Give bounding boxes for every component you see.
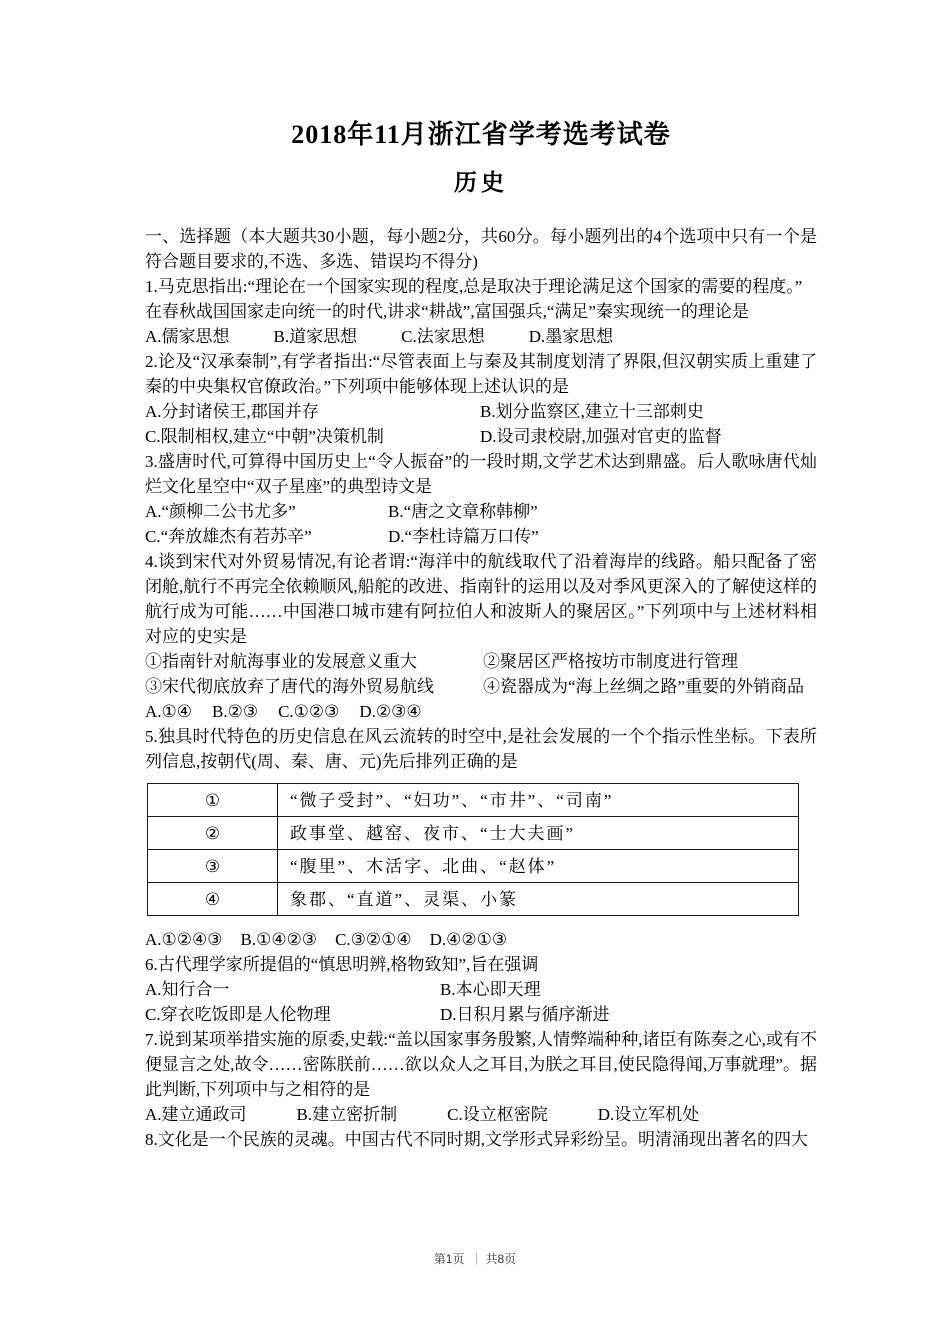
q1-option-b: B.道家思想 bbox=[273, 327, 358, 346]
row-label: ④ bbox=[148, 883, 278, 916]
q1-option-c: C.法家思想 bbox=[401, 327, 485, 346]
exam-title: 2018年11月浙江省学考选考试卷 bbox=[291, 120, 671, 149]
footer-page-number: 第1页 bbox=[433, 1252, 465, 1266]
q3-option-b: B.“唐之文章称韩柳” bbox=[388, 502, 538, 521]
q4-options bbox=[145, 699, 817, 724]
row-content: 政事堂、越窑、夜市、“士大夫画” bbox=[278, 817, 799, 850]
q7-option-b: B.建立密折制 bbox=[296, 1105, 398, 1124]
q1-options bbox=[145, 324, 817, 349]
q1-stem: 1.马克思指出:“理论在一个国家实现的程度,总是取决于理论满足这个国家的需要的程度。” bbox=[145, 277, 803, 296]
q4-statement-4: ④瓷器成为“海上丝绸之路”重要的外销商品 bbox=[483, 677, 805, 696]
row-label: ② bbox=[148, 817, 278, 850]
q5-stem: 5.独具时代特色的历史信息在风云流转的时空中,是社会发展的一个个指示性坐标。下表所列信息,按朝代(周、秦、唐、元)先后排列正确的是 bbox=[145, 727, 817, 771]
q4-statements-12 bbox=[145, 649, 817, 674]
q2-stem: 2.论及“汉承秦制”,有学者指出:“尽管表面上与秦及其制度划清了界限,但汉朝实质上重建了秦的中央集权官僚政治。”下列项中能够体现上述认识的是 bbox=[145, 352, 817, 396]
q4-option-d: D.②③④ bbox=[359, 702, 422, 721]
q5-table bbox=[147, 783, 799, 916]
q4-option-b: B.②③ bbox=[212, 702, 259, 721]
footer-separator: ｜ bbox=[470, 1252, 483, 1266]
row-content: “腹里”、木活字、北曲、“赵体” bbox=[278, 850, 799, 883]
q6-option-c: C.穿衣吃饭即是人伦物理 bbox=[145, 1005, 331, 1024]
q7-stem: 7.说到某项举措实施的原委,史载:“盖以国家事务殷繁,人情弊端种种,诸臣有陈奏之心,或有不便显言之处,故令……密陈朕前……欲以众人之耳目,为朕之耳目,使民隐得闻,万事就理”。据此判断,下列项中与之相符的是 bbox=[145, 1030, 817, 1099]
q7-option-a: A.建立通政司 bbox=[145, 1105, 247, 1124]
q5-option-c: C.③②①④ bbox=[335, 930, 412, 949]
q4-statement-3: ③宋代彻底放弃了唐代的海外贸易航线 bbox=[145, 677, 434, 696]
row-label: ③ bbox=[148, 850, 278, 883]
page-footer bbox=[0, 1250, 950, 1267]
q3-stem: 3.盛唐时代,可算得中国历史上“令人振奋”的一段时期,文学艺术达到鼎盛。后人歌咏唐代灿烂文化星空中“双子星座”的典型诗文是 bbox=[145, 452, 817, 496]
q6-options-ab bbox=[145, 977, 817, 1002]
q4-stem: 4.谈到宋代对外贸易情况,有论者谓:“海洋中的航线取代了沿着海岸的线路。船只配备了密闭舱,航行不再完全依赖顺风,船舵的改进、指南针的运用以及对季风更深入的了解使这样的航行成为可能……中国港口城市建有阿拉伯人和波斯人的聚居区。”下列项中与上述材料相对应的史实是 bbox=[145, 552, 817, 646]
q6-option-b: B.本心即天理 bbox=[440, 980, 541, 999]
footer-total-pages: 共8页 bbox=[485, 1252, 517, 1266]
q5-option-d: D.④②①③ bbox=[429, 930, 508, 949]
q4-statements-34 bbox=[145, 674, 817, 699]
q2-option-b: B.划分监察区,建立十三部刺史 bbox=[480, 402, 704, 421]
row-label: ① bbox=[148, 784, 278, 817]
q6-option-d: D.日积月累与循序渐进 bbox=[440, 1005, 610, 1024]
table-row bbox=[148, 784, 799, 817]
table-row bbox=[148, 850, 799, 883]
q3-options-ab bbox=[145, 499, 817, 524]
q2-options-ab bbox=[145, 399, 817, 424]
q6-stem: 6.古代理学家所提倡的“慎思明辨,格物致知”,旨在强调 bbox=[145, 955, 539, 974]
section-header: 一、选择题（本大题共30小题，每小题2分，共60分。每小题列出的4个选项中只有一个是符合题目要求的,不选、多选、错误均不得分) bbox=[145, 227, 817, 271]
q2-option-c: C.限制相权,建立“中朝”决策机制 bbox=[145, 427, 384, 446]
q1-stem-2: 在春秋战国国家走向统一的时代,讲求“耕战”,富国强兵,“满足”秦实现统一的理论是 bbox=[145, 302, 749, 321]
q2-option-a: A.分封诸侯王,郡国并存 bbox=[145, 402, 319, 421]
q4-option-a: A.①④ bbox=[145, 702, 193, 721]
q5-option-b: B.①④②③ bbox=[240, 930, 318, 949]
q2-option-d: D.设司隶校尉,加强对官吏的监督 bbox=[480, 427, 722, 446]
row-content: “微子受封”、“妇功”、“市井”、“司南” bbox=[278, 784, 799, 817]
document-body bbox=[145, 224, 817, 1152]
q8-stem: 8.文化是一个民族的灵魂。中国古代不同时期,文学形式异彩纷呈。明清涌现出著名的四大 bbox=[145, 1130, 808, 1149]
q3-options-cd bbox=[145, 524, 817, 549]
q1-option-d: D.墨家思想 bbox=[528, 327, 614, 346]
q1-option-a: A.儒家思想 bbox=[145, 327, 230, 346]
q5-option-a: A.①②④③ bbox=[145, 930, 223, 949]
q2-options-cd bbox=[145, 424, 817, 449]
q3-option-a: A.“颜柳二公书尤多” bbox=[145, 502, 296, 521]
q3-option-c: C.“奔放雄杰有若苏辛” bbox=[145, 527, 312, 546]
q6-options-cd bbox=[145, 1002, 817, 1027]
q3-option-d: D.“李杜诗篇万口传” bbox=[388, 527, 539, 546]
q7-option-d: D.设立军机处 bbox=[597, 1105, 700, 1124]
table-row bbox=[148, 817, 799, 850]
q6-option-a: A.知行合一 bbox=[145, 980, 230, 999]
q7-option-c: C.设立枢密院 bbox=[447, 1105, 548, 1124]
q4-option-c: C.①②③ bbox=[278, 702, 340, 721]
q4-statement-1: ①指南针对航海事业的发展意义重大 bbox=[145, 652, 417, 671]
row-content: 象郡、“直道”、灵渠、小篆 bbox=[278, 883, 799, 916]
q5-options bbox=[145, 927, 817, 952]
table-row bbox=[148, 883, 799, 916]
q4-statement-2: ②聚居区严格按坊市制度进行管理 bbox=[483, 652, 738, 671]
subject-title: 历史 bbox=[454, 170, 508, 195]
q7-options bbox=[145, 1102, 817, 1127]
